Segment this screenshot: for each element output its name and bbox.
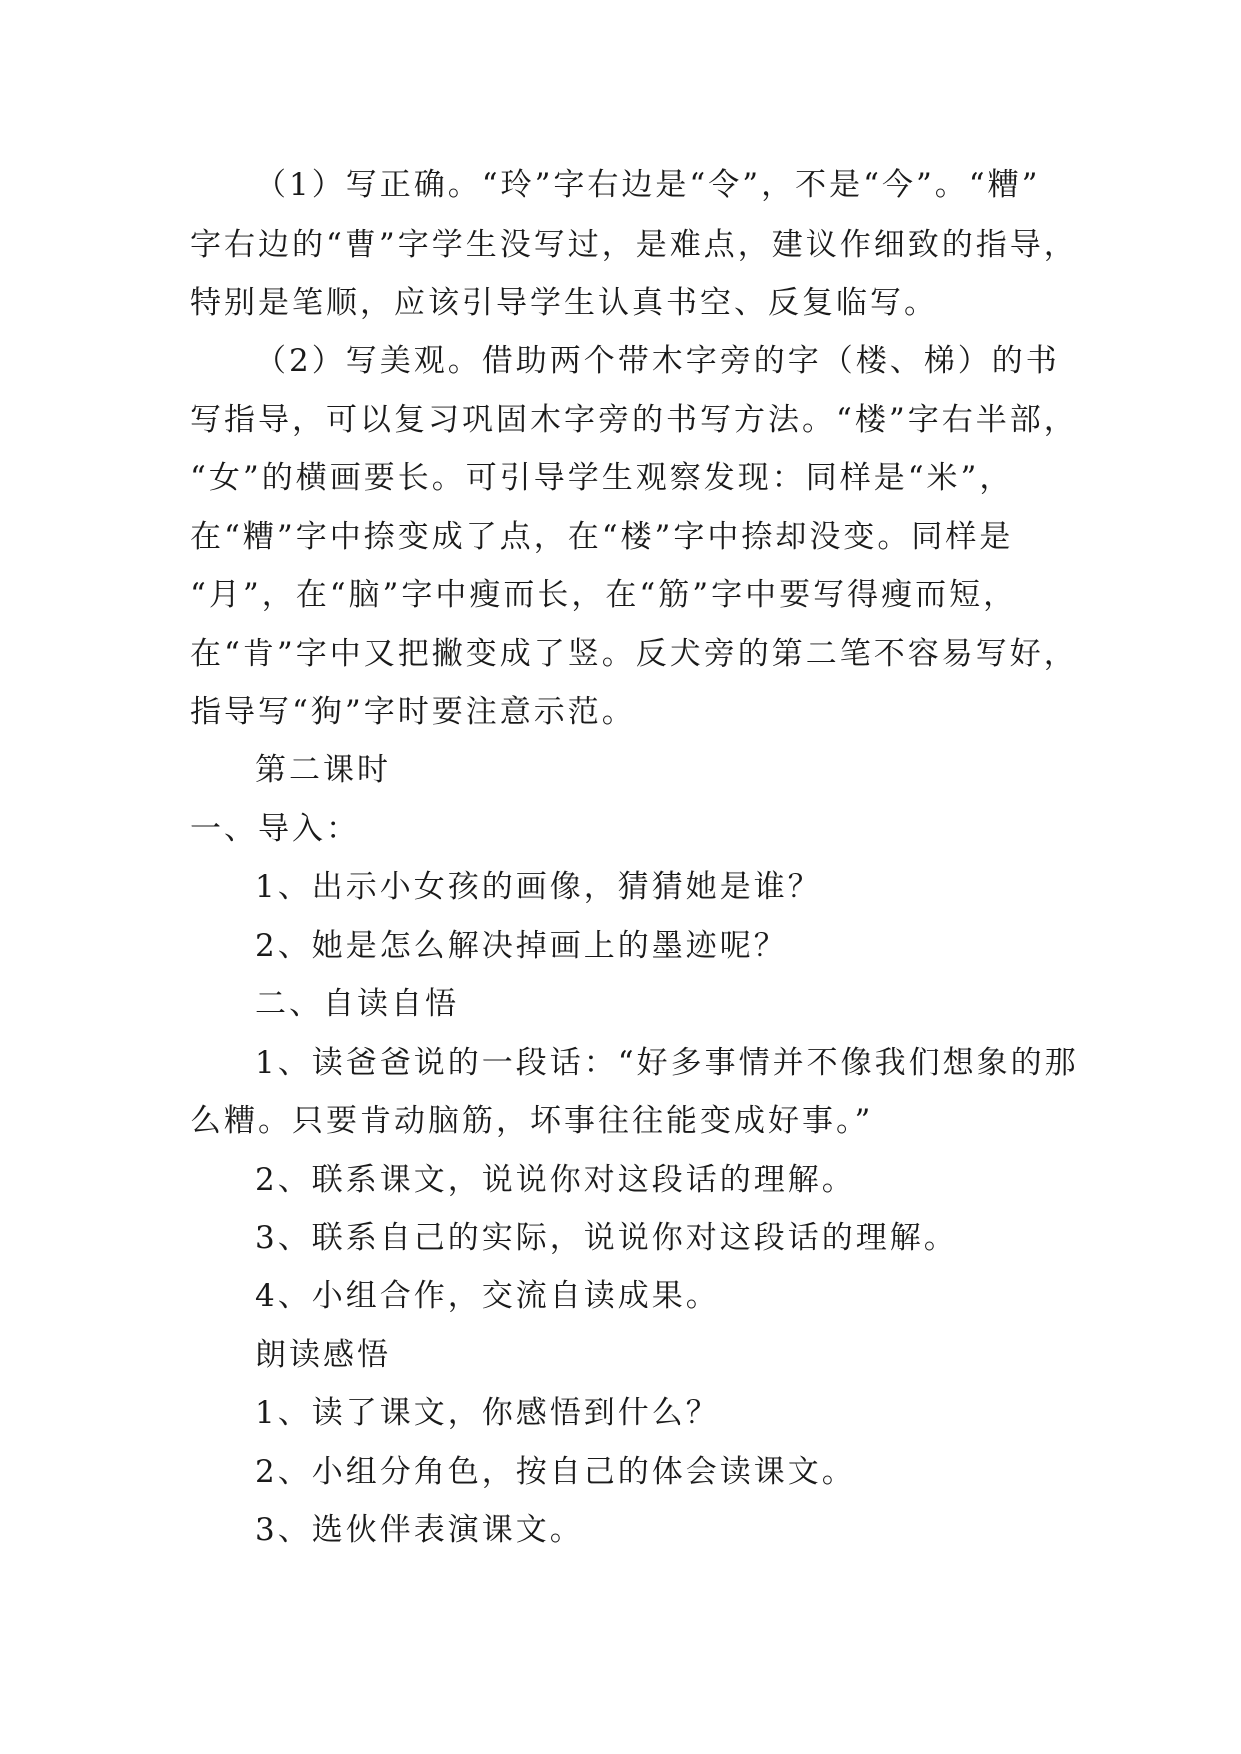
- paragraph-line: “月”，在“脑”字中瘦而长，在“筋”字中要写得瘦而短，: [190, 577, 1018, 613]
- list-item: 2、她是怎么解决掉画上的墨迹呢？: [255, 928, 788, 964]
- paragraph-line: 指导写“狗”字时要注意示范。: [190, 694, 636, 730]
- list-item: 1、读爸爸说的一段话：“好多事情并不像我们想象的那: [255, 1045, 1079, 1081]
- paragraph-line: （1）写正确。“玲”字右边是“令”，不是“今”。“糟”: [255, 167, 1041, 203]
- paragraph-line: 在“肯”字中又把撇变成了竖。反犬旁的第二笔不容易写好，: [190, 636, 1078, 672]
- paragraph-line: “女”的横画要长。可引导学生观察发现：同样是“米”，: [190, 460, 1014, 496]
- list-item: 2、小组分角色，按自己的体会读课文。: [255, 1454, 856, 1490]
- list-item: 1、读了课文，你感悟到什么？: [255, 1395, 720, 1431]
- list-item: 3、选伙伴表演课文。: [255, 1512, 584, 1548]
- paragraph-line: 在“糟”字中捺变成了点，在“楼”字中捺却没变。同样是: [190, 519, 1014, 555]
- section-heading: 第二课时: [255, 752, 391, 788]
- paragraph-line: 么糟。只要肯动脑筋，坏事往往能变成好事。”: [190, 1103, 874, 1139]
- paragraph-line: （2）写美观。借助两个带木字旁的字（楼、梯）的书: [255, 343, 1060, 379]
- list-item: 1、出示小女孩的画像，猜猜她是谁？: [255, 869, 822, 905]
- paragraph-line: 字右边的“曹”字学生没写过，是难点，建议作细致的指导，: [190, 227, 1078, 263]
- list-item: 2、联系课文，说说你对这段话的理解。: [255, 1162, 856, 1198]
- list-item: 3、联系自己的实际，说说你对这段话的理解。: [255, 1220, 958, 1256]
- paragraph-line: 特别是笔顺，应该引导学生认真书空、反复临写。: [190, 285, 938, 321]
- section-heading: 二、自读自悟: [255, 986, 459, 1022]
- paragraph-line: 写指导，可以复习巩固木字旁的书写方法。“楼”字右半部，: [190, 402, 1078, 438]
- list-item: 4、小组合作，交流自读成果。: [255, 1278, 720, 1314]
- section-heading: 朗读感悟: [255, 1337, 391, 1373]
- section-heading: 一、导入：: [190, 811, 360, 847]
